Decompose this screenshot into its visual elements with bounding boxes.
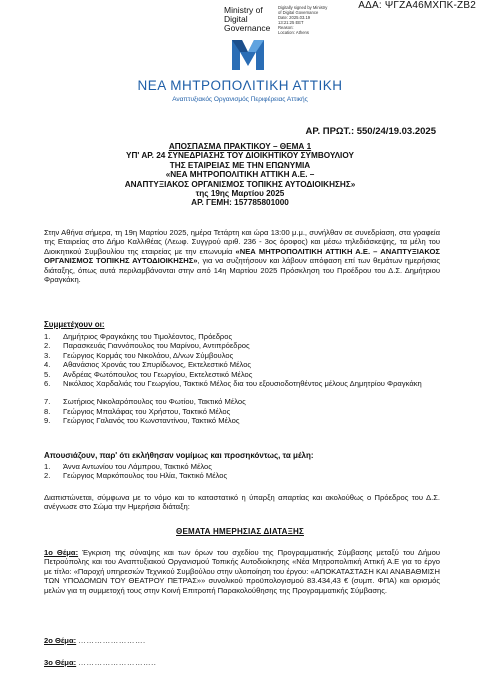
agenda-item-1 bbox=[44, 548, 440, 595]
signature-detail-line: of Digital Governance bbox=[278, 10, 319, 15]
intro-company-name: «ΝΕΑ ΜΗΤΡΟΠΟΛΙΤΙΚΗ ΑΤΤΙΚΗ Α.Ε. – ΑΝΑΠΤΥΞΙΑΚΟΣ ΟΡΓΑΝΙΣΜΟΣ ΤΟΠΙΚΗΣ ΑΥΤΟΔΙΟΙΚΗΣΗΣ» bbox=[44, 246, 440, 266]
member-name: Αθανάσιος Χρονάς του Σπυρίδωνος, Εκτελεστικό Μέλος bbox=[63, 360, 252, 370]
agenda-item-3 bbox=[44, 658, 440, 667]
member-name: Γεώργιος Κορμάς του Νικολάου, Δ/νων Σύμβουλος bbox=[63, 350, 234, 360]
member-name: Νικόλαος Χαρδαλιάς του Γεωργίου, Τακτικό Μέλος δια του εξουσιοδοτηθέντος μέλους Δημητρίου Φραγκάκη bbox=[63, 379, 422, 389]
document-heading bbox=[40, 142, 440, 208]
agenda-item-text: Έγκριση της σύναψης και των όρων του σχεδίου της Προγραμματικής Σύμβασης μεταξύ του Δήμου Πετρούπολης και του Αναπτυξιακού Οργανισμού Τοπικής Αυτοδιοίκησης «Νέα Μητροπολιτική Αττική Α.Ε για το έργο με τίτλο: «Παροχή υπηρεσιών Τεχνικού Συμβούλου στην υλοποίηση του έργου: «ΑΠΟΚΑΤΑΣΤΑΣΗ ΚΑΙ ΑΝΑΒΑΘΜΙΣΗ ΤΩΝ ΥΠΟΔΟΜΩΝ ΤΟΥ ΘΕΑΤΡΟΥ ΠΕΤΡΑΣ»» συνολικού προϋπολογισμού 83.434,43 € (συμπ. ΦΠΑ) και ορισμός μελών για τη συμμετοχή τους στην Κοινή Επιτροπή Παρακολούθησης της Προγραμματικής Σύμβασης. bbox=[44, 548, 440, 595]
item-number: 3. bbox=[44, 350, 51, 360]
heading-line: «ΝΕΑ ΜΗΤΡΟΠΟΛΙΤΙΚΗ ΑΤΤΙΚΗ Α.Ε. – bbox=[165, 170, 315, 180]
item-number: 9. bbox=[44, 416, 51, 426]
member-name: Γεώργιος Γαλανός του Κωνσταντίνου, Τακτικό Μέλος bbox=[63, 416, 240, 426]
signature-ministry-line: Digital bbox=[224, 14, 248, 24]
present-members-list bbox=[44, 332, 444, 426]
organization-name: ΝΕΑ ΜΗΤΡΟΠΟΛΙΤΙΚΗ ΑΤΤΙΚΗ bbox=[137, 78, 343, 93]
signature-details bbox=[278, 5, 348, 35]
list-item bbox=[44, 341, 444, 350]
agenda-item-label: 3ο Θέμα: bbox=[44, 658, 77, 667]
item-number: 7. bbox=[44, 397, 51, 407]
signature-detail-line: Reason: bbox=[278, 25, 294, 30]
agenda-item-placeholder: ……………………. bbox=[78, 636, 146, 645]
absent-members-list bbox=[44, 462, 444, 481]
member-name: Σωτήριος Νικολαρόπουλος του Φωτίου, Τακτικό Μέλος bbox=[63, 397, 246, 407]
agenda-item-placeholder: ……………………….. bbox=[78, 658, 157, 667]
member-name: Γεώργιος Μαρκόπουλος του Ηλία, Τακτικό Μέλος bbox=[63, 471, 228, 481]
list-item bbox=[44, 407, 444, 416]
member-name: Ανδρέας Φωτόπουλος του Γεωργίου, Εκτελεστικό Μέλος bbox=[63, 369, 253, 379]
member-name: Παρασκευάς Γιαννόπουλος του Μαρίνου, Αντιπρόεδρος bbox=[63, 341, 250, 351]
list-item bbox=[44, 332, 444, 341]
item-number: 5. bbox=[44, 369, 51, 379]
item-number: 8. bbox=[44, 406, 51, 416]
absent-title: Απουσιάζουν, παρ' ότι εκλήθησαν νομίμως και προσηκόντως, τα μέλη: bbox=[44, 451, 314, 460]
list-item bbox=[44, 379, 444, 388]
item-number: 2. bbox=[44, 341, 51, 351]
heading-line: ΤΗΣ ΕΤΑΙΡΕΙΑΣ ΜΕ ΤΗΝ ΕΠΩΝΥΜΙΑ bbox=[169, 160, 311, 170]
member-name: Δημήτριος Φραγκάκης του Τιμολέοντος, Πρόεδρος bbox=[63, 332, 233, 341]
signature-ministry-line: Ministry of bbox=[224, 5, 263, 15]
quorum-paragraph: Διαπιστώνεται, σύμφωνα με το νόμο και το καταστατικό η ύπαρξη απαρτίας και ακολούθως ο Πρόεδρος του Δ.Σ. ανέγνωσε στο Σώμα την Ημερήσια διάταξη: bbox=[44, 493, 440, 512]
intro-text: Στην Αθήνα σήμερα, τη 19η Μαρτίου 2025, ημέρα Τετάρτη και ώρα 13:00 μ.μ., συνήλθαν σε συνεδρίαση, στα γραφεία της Εταιρείας στο Δήμο Καλλιθέας (Λεωφ. Συγγρού αριθ. 236 - 3ος όροφος) και μέσω τηλεδιάσκεψης, τα μέλη του Διοικητικού Συμβουλίου της εταιρείας με την επωνυμία bbox=[44, 228, 440, 256]
item-number: 1. bbox=[44, 462, 51, 471]
member-name: Άννα Αντωνίου του Λάμπρου, Τακτικό Μέλος bbox=[63, 462, 212, 471]
list-item bbox=[44, 397, 444, 406]
signature-detail-line: 13:21:25 EET bbox=[278, 20, 304, 25]
heading-line: ΑΝΑΠΤΥΞΙΑΚΟΣ ΟΡΓΑΝΙΣΜΟΣ ΤΟΠΙΚΗΣ ΑΥΤΟΔΙΟΙΚΗΣΗΣ» bbox=[124, 179, 356, 189]
heading-line: ΑΡ. ΓΕΜΗ: 157785801000 bbox=[191, 198, 289, 208]
signature-ministry-line: Governance bbox=[224, 23, 271, 33]
ada-code: ΑΔΑ: ΨΓΖΑ46ΜΧΠΚ-ΖΒ2 bbox=[358, 0, 476, 11]
list-item bbox=[44, 370, 444, 379]
list-item bbox=[44, 471, 444, 480]
agenda-item-label: 2ο Θέμα: bbox=[44, 636, 77, 645]
signature-detail-line: Location: Athens bbox=[278, 30, 309, 35]
organization-logo-icon bbox=[226, 36, 270, 74]
signature-detail-line: Digitally signed by Ministry bbox=[278, 5, 328, 10]
agenda-item-2 bbox=[44, 636, 440, 645]
present-title: Συμμετέχουν οι: bbox=[44, 320, 105, 329]
agenda-title: ΘΕΜΑΤΑ ΗΜΕΡΗΣΙΑΣ ΔΙΑΤΑΞΗΣ bbox=[176, 527, 304, 536]
organization-subtitle: Αναπτυξιακός Οργανισμός Περιφέρειας Αττικής bbox=[172, 96, 308, 103]
list-item bbox=[44, 360, 444, 369]
intro-text-end: , για να συζητήσουν και λάβουν απόφαση επί των θεμάτων ημερήσιας διάταξης, όπως αυτά περιλαμβάνονται στην από 14η Μαρτίου 2025 Πρόσκληση του Προέδρου του Δ.Σ. Δημήτριου Φραγκάκη. bbox=[44, 256, 440, 285]
member-name: Γεώργιος Μπαλάφας του Χρήστου, Τακτικό Μέλος bbox=[63, 406, 231, 416]
intro-paragraph bbox=[44, 228, 440, 284]
list-item bbox=[44, 351, 444, 360]
list-item bbox=[44, 462, 444, 471]
heading-line: της 19ης Μαρτίου 2025 bbox=[195, 189, 285, 199]
list-item bbox=[44, 416, 444, 425]
item-number: 6. bbox=[44, 379, 51, 389]
heading-line: ΥΠ' ΑΡ. 24 ΣΥΝΕΔΡΙΑΣΗΣ ΤΟΥ ΔΙΟΙΚΗΤΙΚΟΥ ΣΥΜΒΟΥΛΙΟΥ bbox=[126, 151, 354, 161]
item-number: 4. bbox=[44, 360, 51, 370]
heading-line: ΑΠΟΣΠΑΣΜΑ ΠΡΑΚΤΙΚΟΥ – ΘΕΜΑ 1 bbox=[168, 142, 312, 151]
item-number: 1. bbox=[44, 332, 51, 341]
agenda-item-label: 1ο Θέμα: bbox=[44, 548, 79, 557]
item-number: 2. bbox=[44, 471, 51, 481]
signature-detail-line: Date: 2025.03.19 bbox=[278, 15, 311, 20]
protocol-number: ΑΡ. ΠΡΩΤ.: 550/24/19.03.2025 bbox=[305, 126, 436, 137]
